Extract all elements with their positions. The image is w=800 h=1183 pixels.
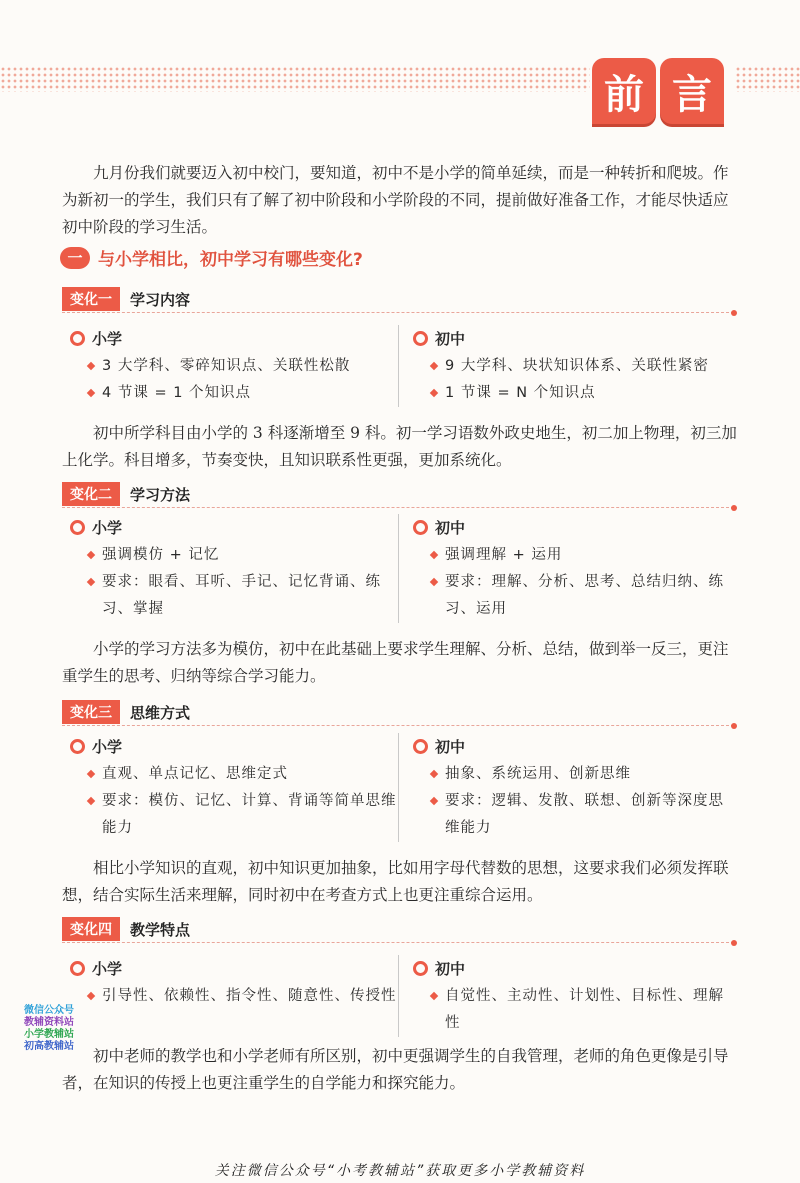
list-item: 引导性、依赖性、指令性、随意性、传授性 <box>88 983 398 1010</box>
change-2-header <box>62 481 734 508</box>
column-label: 小学 <box>92 959 123 978</box>
header-dot <box>731 310 737 316</box>
change-1-compare <box>62 325 734 407</box>
stamp-line: 微信公众号 <box>24 1005 74 1016</box>
title-char-2: 言 <box>660 58 724 124</box>
footer-note: 关注微信公众号“小考教辅站”获取更多小学教辅资料 <box>214 1163 586 1179</box>
bullet-circle-icon <box>413 961 428 976</box>
change-tag: 变化二 <box>62 482 120 506</box>
diamond-bullet-icon <box>87 389 95 397</box>
list-item: 3 大学科、零碎知识点、关联性松散 <box>88 353 398 380</box>
change-1-paragraph: 初中所学科目由小学的 3 科逐渐增至 9 科。初一学习语数外政史地生，初二加上物理，初三加上化学。科目增多，节奏变快，且知识联系性更强，更加系统化。 <box>62 424 737 469</box>
list-item: 要求：眼看、耳听、手记、记忆背诵、练习、掌握 <box>88 569 398 623</box>
bullet-circle-icon <box>413 331 428 346</box>
primary-column <box>62 733 398 842</box>
diamond-bullet-icon <box>430 578 438 586</box>
column-label: 小学 <box>92 518 123 537</box>
junior-column <box>398 733 734 842</box>
bullet-circle-icon <box>70 331 85 346</box>
primary-column <box>62 955 398 1037</box>
watermark-stamp <box>24 1005 90 1053</box>
diamond-bullet-icon <box>87 992 95 1000</box>
list-item: 4 节课 = 1 个知识点 <box>88 380 398 407</box>
header-dot <box>731 940 737 946</box>
change-4-paragraph: 初中老师的教学也和小学老师有所区别，初中更强调学生的自我管理，老师的角色更像是引导者，在知识的传授上也更注重学生的自学能力和探究能力。 <box>62 1047 729 1092</box>
change-3-compare <box>62 733 734 842</box>
list-item: 自觉性、主动性、计划性、目标性、理解性 <box>431 983 734 1037</box>
diamond-bullet-icon <box>87 578 95 586</box>
change-name: 思维方式 <box>130 703 191 722</box>
diamond-bullet-icon <box>430 551 438 559</box>
list-item: 直观、单点记忆、思维定式 <box>88 761 398 788</box>
bullet-circle-icon <box>413 520 428 535</box>
stamp-line: 初高教辅站 <box>24 1041 74 1052</box>
diamond-bullet-icon <box>430 797 438 805</box>
change-3-header <box>62 699 734 726</box>
junior-column <box>398 514 734 623</box>
diamond-bullet-icon <box>87 362 95 370</box>
column-label: 小学 <box>92 329 123 348</box>
intro-paragraph: 九月份我们就要迈入初中校门，要知道，初中不是小学的简单延续，而是一种转折和爬坡。作为新初一的学生，我们只有了解了初中阶段和小学阶段的不同，提前做好准备工作，才能尽快适应初中阶段的学习生活。 <box>62 164 729 236</box>
diamond-bullet-icon <box>430 992 438 1000</box>
junior-column <box>398 325 734 407</box>
bullet-circle-icon <box>70 961 85 976</box>
column-label: 初中 <box>435 518 466 537</box>
column-label: 小学 <box>92 737 123 756</box>
list-item: 9 大学科、块状知识体系、关联性紧密 <box>431 353 734 380</box>
diamond-bullet-icon <box>87 770 95 778</box>
change-4-compare <box>62 955 734 1037</box>
bullet-circle-icon <box>413 739 428 754</box>
list-item: 强调理解 + 运用 <box>431 542 734 569</box>
list-item: 1 节课 = N 个知识点 <box>431 380 734 407</box>
junior-column <box>398 955 734 1037</box>
stamp-line: 教辅资料站 <box>24 1017 74 1028</box>
change-3-paragraph: 相比小学知识的直观，初中知识更加抽象，比如用字母代替数的思想，这要求我们必须发挥联想，结合实际生活来理解，同时初中在考查方式上也更注重综合运用。 <box>62 859 729 904</box>
column-label: 初中 <box>435 737 466 756</box>
change-tag: 变化三 <box>62 700 120 724</box>
decorative-dots-left <box>0 66 590 92</box>
change-tag: 变化一 <box>62 287 120 311</box>
diamond-bullet-icon <box>87 551 95 559</box>
section-number: 一 <box>60 247 90 269</box>
diamond-bullet-icon <box>430 362 438 370</box>
list-item: 要求：模仿、记忆、计算、背诵等简单思维能力 <box>88 788 398 842</box>
list-item: 强调模仿 + 记忆 <box>88 542 398 569</box>
primary-column <box>62 325 398 407</box>
section-heading <box>60 245 363 270</box>
column-label: 初中 <box>435 959 466 978</box>
change-name: 学习方法 <box>130 485 191 504</box>
title-char-1: 前 <box>592 58 656 124</box>
column-label: 初中 <box>435 329 466 348</box>
change-2-paragraph: 小学的学习方法多为模仿，初中在此基础上要求学生理解、分析、总结，做到举一反三，更注重学生的思考、归纳等综合学习能力。 <box>62 640 729 685</box>
bullet-circle-icon <box>70 739 85 754</box>
diamond-bullet-icon <box>87 797 95 805</box>
list-item: 抽象、系统运用、创新思维 <box>431 761 734 788</box>
decorative-dots-right <box>735 66 800 92</box>
stamp-line: 小学教辅站 <box>24 1029 74 1040</box>
bullet-circle-icon <box>70 520 85 535</box>
change-name: 教学特点 <box>130 920 191 939</box>
section-title: 与小学相比，初中学习有哪些变化? <box>98 250 363 270</box>
change-tag: 变化四 <box>62 917 120 941</box>
change-4-header <box>62 916 734 943</box>
list-item: 要求：理解、分析、思考、总结归纳、练习、运用 <box>431 569 734 623</box>
page-title <box>592 58 724 124</box>
change-1-header <box>62 286 734 313</box>
change-name: 学习内容 <box>130 290 191 309</box>
change-2-compare <box>62 514 734 623</box>
list-item: 要求：逻辑、发散、联想、创新等深度思维能力 <box>431 788 734 842</box>
primary-column <box>62 514 398 623</box>
header-dot <box>731 723 737 729</box>
header-dot <box>731 505 737 511</box>
diamond-bullet-icon <box>430 770 438 778</box>
diamond-bullet-icon <box>430 389 438 397</box>
